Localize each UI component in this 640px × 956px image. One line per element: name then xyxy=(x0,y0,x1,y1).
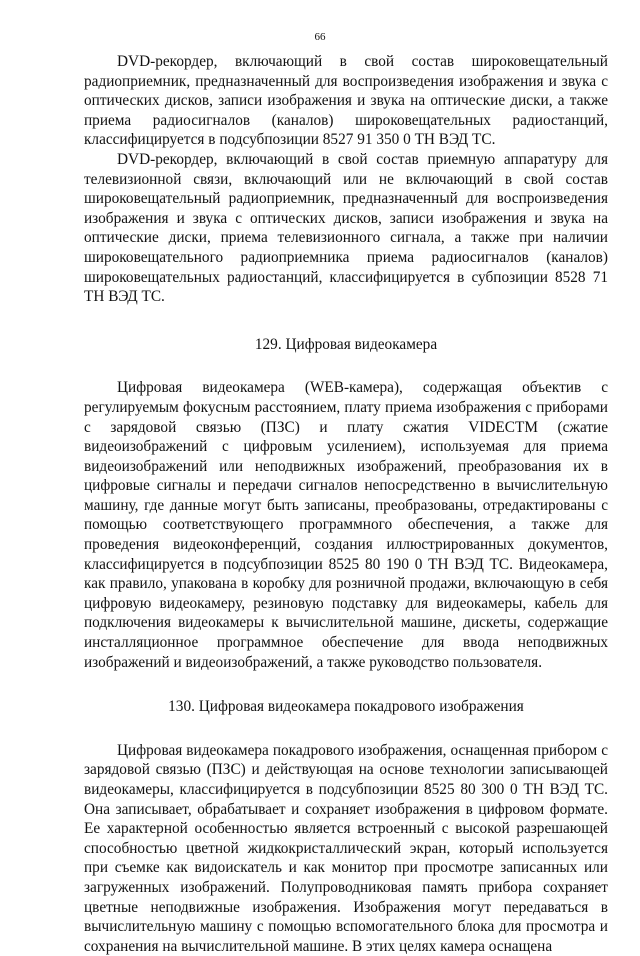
paragraph-dvd-tv: DVD-рекордер, включающий в свой состав приемную аппаратуру для телевизионной связи, включающий или не включающий в свой состав широковещательный радиоприемник, предназначенный для воспроизведения изображения и звука с оптических дисков, записи изображения и звука на оптические диски, приема телевизионного сигнала, а также при наличии широковещательного радиоприемника приема радиосигналов (каналов) широковещательных радиостанций, классифицируется в субпозиции 8528 71 ТН ВЭД ТС. xyxy=(84,150,608,306)
document-body xyxy=(84,52,608,956)
section-130-paragraph: Цифровая видеокамера покадрового изображения, оснащенная прибором с зарядовой связью (ПЗС) и действующая на основе технологии записывающей видеокамеры, классифицируется в подсубпозиции 8525 80 300 0 ТН ВЭД ТС. Она записывает, обрабатывает и сохраняет изображения в цифровом формате. Ее характерной особенностью является встроенный с высокой разрешающей способностью цветной жидкокристаллический экран, который используется при съемке как видоискатель и как монитор при просмотре записанных или загруженных изображений. Полупроводниковая память прибора сохраняет цветные неподвижные изображения. Изображения могут передаваться в вычислительную машину с помощью вспомогательного блока для просмотра и сохранения на вычислительной машине. В этих целях камера оснащена xyxy=(84,741,608,955)
section-130-heading: 130. Цифровая видеокамера покадрового изображения xyxy=(168,698,524,716)
page-number: 66 xyxy=(314,31,326,43)
section-129-paragraph: Цифровая видеокамера (WEB-камера), содержащая объектив с регулируемым фокусным расстоянием, плату приема изображения с приборами с зарядовой связью (ПЗС) и плату сжатия VIDECTM (сжатие видеоизображений с цифровым усилением), используемая для приема видеоизображений или неподвижных изображений, преобразования их в цифровые сигналы и передачи сигналов непосредственно в вычислительную машину, где данные могут быть записаны, преобразованы, отредактированы с помощью соответствующего программного обеспечения, а также для проведения видеоконференций, создания иллюстрированных документов, классифицируется в подсубпозиции 8525 80 190 0 ТН ВЭД ТС. Видеокамера, как правило, упакована в коробку для розничной продажи, включающую в себя цифровую видеокамеру, резиновую подставку для видеокамеры, кабель для подключения видеокамеры к вычислительной машине, дискеты, содержащие инсталляционное программное обеспечение для ввода неподвижных изображений и видеоизображений, а также руководство пользователя. xyxy=(84,379,608,671)
section-129-heading: 129. Цифровая видеокамера xyxy=(254,335,438,353)
paragraph-dvd-radio: DVD-рекордер, включающий в свой состав широковещательный радиоприемник, предназначенный для воспроизведения изображения и звука с оптических дисков, записи изображения и звука на оптические диски, а также приема радиосигналов (каналов) широковещательных радиостанций, классифицируется в подсубпозиции 8527 91 350 0 ТН ВЭД ТС. xyxy=(84,53,608,149)
